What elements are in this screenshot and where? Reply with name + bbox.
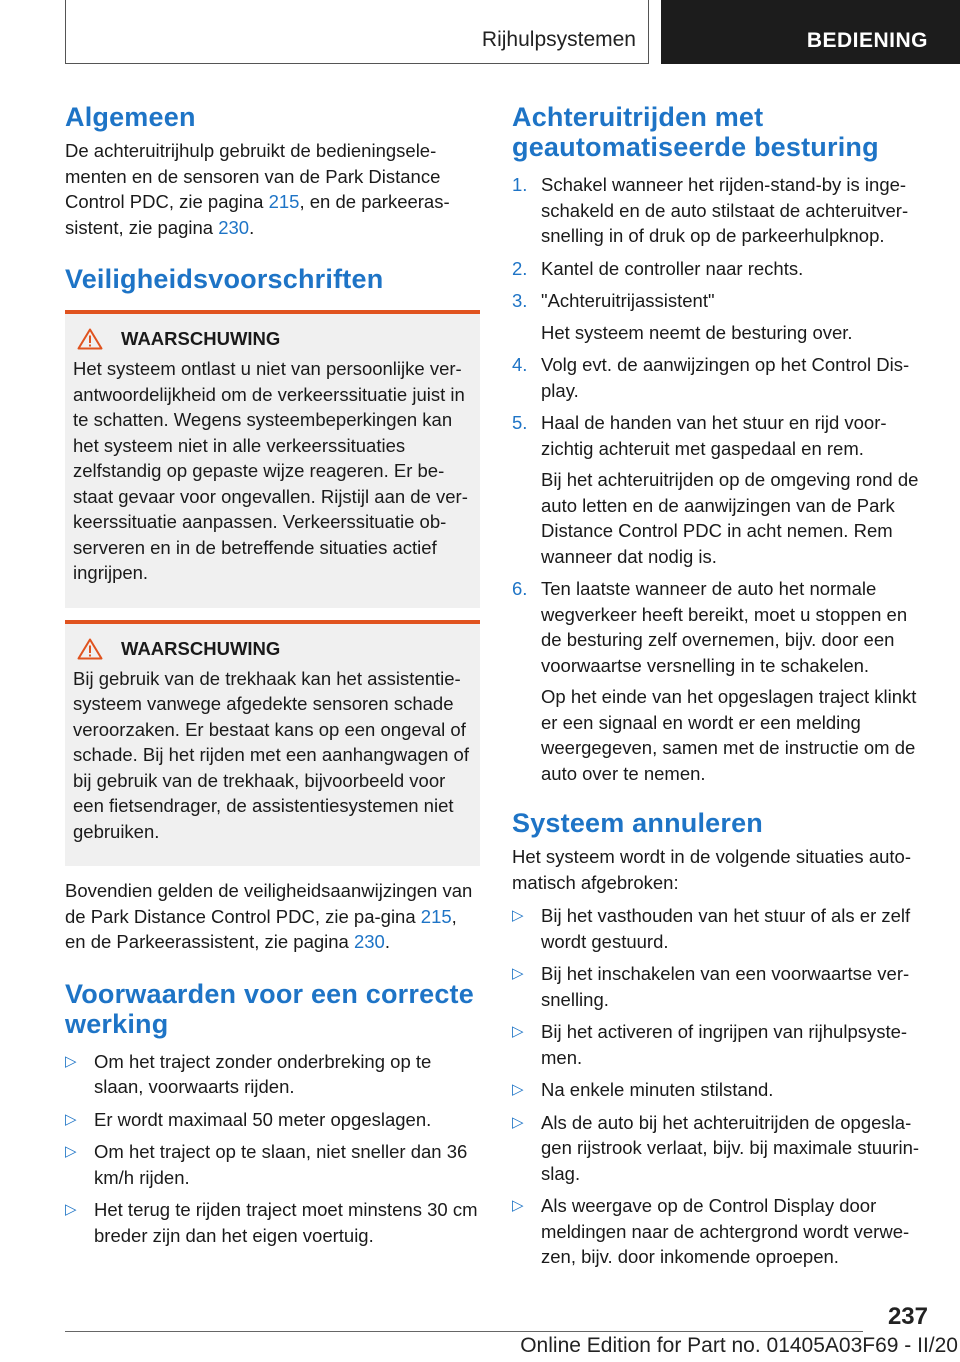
warning-header xyxy=(77,638,472,660)
paragraph-algemeen xyxy=(65,138,480,240)
step-number: 5. xyxy=(512,412,528,433)
list-item xyxy=(512,1110,932,1187)
step-text: Haal de handen van het stuur en rijd voor-zichtig achteruit met gaspedaal en rem. xyxy=(541,412,887,459)
step-subtext: Op het einde van het opgeslagen traject klinkt er een signaal en wordt er een melding weergegeven, samen met de instructie om de auto over te nemen. xyxy=(541,686,917,784)
step-subtext: Bij het achteruitrijden op de omgeving rond de auto letten en de aanwijzingen van de Park Distance Control PDC in acht nemen. Rem wanneer dat nodig is. xyxy=(541,469,919,567)
warning-triangle-icon xyxy=(77,638,103,660)
step-item xyxy=(512,256,932,282)
list-item xyxy=(512,961,932,1012)
paragraph-annuleren-intro: Het systeem wordt in de volgende situaties auto-matisch afgebroken: xyxy=(512,846,911,893)
page-link-230[interactable]: 230 xyxy=(353,931,385,952)
warning-box-1 xyxy=(65,310,480,608)
page-link-230[interactable]: 230 xyxy=(218,216,250,238)
paragraph-text: , en de Parkeerassistent, zie pagina xyxy=(65,905,457,952)
triangle-bullet-icon: ▷ xyxy=(65,1201,77,1218)
list-item xyxy=(512,1077,932,1103)
list-item xyxy=(512,1019,932,1070)
step-item xyxy=(512,172,932,249)
list-item-text: Bij het activeren of ingrijpen van rijhulpsyste-men. xyxy=(541,1021,908,1068)
header-divider xyxy=(648,0,649,64)
step-text: Schakel wanneer het rijden-stand-by is inge-schakeld en de auto stilstaat de achteruitver-snelling in of druk op de parkeerhulpknop. xyxy=(541,174,909,246)
header-bottom-rule xyxy=(65,63,648,64)
page-link-215[interactable]: 215 xyxy=(268,191,300,212)
heading-veiligheidsvoorschriften: Veiligheidsvoorschriften xyxy=(65,264,384,294)
step-text: Kantel de controller naar rechts. xyxy=(541,257,804,279)
triangle-bullet-icon: ▷ xyxy=(65,1110,77,1128)
list-item-text: Bij het inschakelen van een voorwaartse ver-snelling. xyxy=(541,963,910,1010)
step-text: Ten laatste wanneer de auto het normale wegverkeer heeft bereikt, moet u stoppen en de besturing zelf overnemen, bijv. door een voorwaartse versnelling in te schakelen. xyxy=(541,578,908,676)
header-section-title: Rijhulpsystemen xyxy=(481,28,636,51)
triangle-bullet-icon: ▷ xyxy=(512,1081,524,1098)
step-item xyxy=(512,288,932,345)
paragraph-text: Bovendien gelden de veiligheidsaanwijzingen van de Park Distance Control PDC, zie pa-gina xyxy=(65,880,473,927)
heading-systeem-annuleren: Systeem annuleren xyxy=(512,808,764,838)
paragraph-safety-references xyxy=(65,878,480,955)
list-item xyxy=(65,1107,480,1133)
triangle-bullet-icon: ▷ xyxy=(512,1113,524,1131)
step-number: 2. xyxy=(512,257,528,279)
step-number: 3. xyxy=(512,290,528,311)
warning-box-2 xyxy=(65,620,480,867)
step-item xyxy=(512,576,932,786)
footer-rule xyxy=(65,1331,863,1332)
list-item-text: Bij het vasthouden van het stuur of als er zelf wordt gestuurd. xyxy=(541,905,911,952)
triangle-bullet-icon: ▷ xyxy=(512,1197,524,1214)
warning-header xyxy=(77,328,472,350)
triangle-bullet-icon: ▷ xyxy=(512,907,524,924)
list-item-text: Het terug te rijden traject moet minstens 30 cm breder zijn dan het eigen voertuig. xyxy=(94,1199,478,1246)
list-annuleren xyxy=(512,903,932,1270)
step-text: "Achteruitrijassistent" xyxy=(541,290,715,311)
header-left-rule xyxy=(65,0,66,64)
paragraph-text: , en de parkeeras-sistent, zie pagina xyxy=(65,191,450,238)
list-item-text: Na enkele minuten stilstand. xyxy=(541,1079,774,1100)
warning-label: WAARSCHUWING xyxy=(121,637,281,659)
paragraph-text: De achteruitrijhulp gebruikt de bedieningsele-menten en de sensoren van de Park Distance Control PDC, zie pagina xyxy=(65,140,441,212)
step-number: 6. xyxy=(512,578,528,599)
warning-text: Bij gebruik van de trekhaak kan het assistentie-systeem vanwege afgedekte sensoren schade veroorzaken. Er bestaat kans op een ongeval of schade. Bij het rijden met een aanhangwagen of bij gebruik van de trekhaak, bijvoorbeeld voor een fietsendrager, de assistentiesystemen niet gebruiken. xyxy=(73,667,469,842)
step-number: 4. xyxy=(512,354,528,375)
heading-algemeen: Algemeen xyxy=(65,102,196,132)
warning-text: Het systeem ontlast u niet van persoonlijke ver-antwoordelijkheid om de verkeerssituatie juist in te schatten. Wegens systeembeperkingen kan het systeem niet in alle verkeerssituaties zelfstandig op gepaste wijze reageren. Er be-staat gevaar voor ongevallen. Rijstijl aan de ver-keerssituatie aanpassen. Verkeerssituatie ob-serveren en in de betreffende situaties actief ingrijpen. xyxy=(73,358,468,583)
triangle-bullet-icon: ▷ xyxy=(65,1052,77,1070)
list-item-text: Als weergave op de Control Display door meldingen naar de achtergrond wordt verwe-zen, bijv. door inkomende oproepen. xyxy=(541,1195,910,1267)
steps-achteruitrijden xyxy=(512,172,932,786)
list-item xyxy=(65,1139,480,1190)
list-item xyxy=(512,1193,932,1270)
heading-achteruitrijden: Achteruitrijden met geautomatiseerde besturing xyxy=(512,102,879,162)
page-link-215[interactable]: 215 xyxy=(420,905,452,927)
triangle-bullet-icon: ▷ xyxy=(512,1023,524,1040)
left-column xyxy=(65,102,480,1255)
step-item xyxy=(512,352,932,403)
triangle-bullet-icon: ▷ xyxy=(512,965,524,982)
list-item-text: Om het traject zonder onderbreking op te slaan, voorwaarts rijden. xyxy=(94,1050,432,1097)
list-voorwaarden xyxy=(65,1049,480,1249)
right-column xyxy=(512,102,932,1277)
paragraph-text: . xyxy=(249,216,255,238)
list-item xyxy=(512,903,932,954)
step-item xyxy=(512,410,932,569)
page-number: 237 xyxy=(887,1303,928,1330)
triangle-bullet-icon: ▷ xyxy=(65,1143,77,1160)
warning-label: WAARSCHUWING xyxy=(121,328,281,349)
header-chapter-tab xyxy=(661,0,960,64)
warning-triangle-icon xyxy=(77,328,103,350)
list-item xyxy=(65,1049,480,1100)
list-item-text: Als de auto bij het achteruitrijden de opgesla-gen rijstrook verlaat, bijv. bij maximale stuurin-slag. xyxy=(541,1111,920,1184)
list-item-text: Om het traject op te slaan, niet sneller dan 36 km/h rijden. xyxy=(94,1141,468,1188)
list-item-text: Er wordt maximaal 50 meter opgeslagen. xyxy=(94,1108,432,1130)
footer-watermark: Online Edition for Part no. 01405A03F69 - II/20 xyxy=(520,1334,958,1357)
step-number: 1. xyxy=(512,174,528,195)
header-chapter-label: BEDIENING xyxy=(806,29,928,52)
list-item xyxy=(65,1197,480,1248)
step-text: Volg evt. de aanwijzingen op het Control Dis-play. xyxy=(541,354,910,401)
step-subtext: Het systeem neemt de besturing over. xyxy=(541,321,853,343)
paragraph-text: . xyxy=(384,931,390,952)
heading-voorwaarden: Voorwaarden voor een correcte werking xyxy=(65,978,474,1039)
